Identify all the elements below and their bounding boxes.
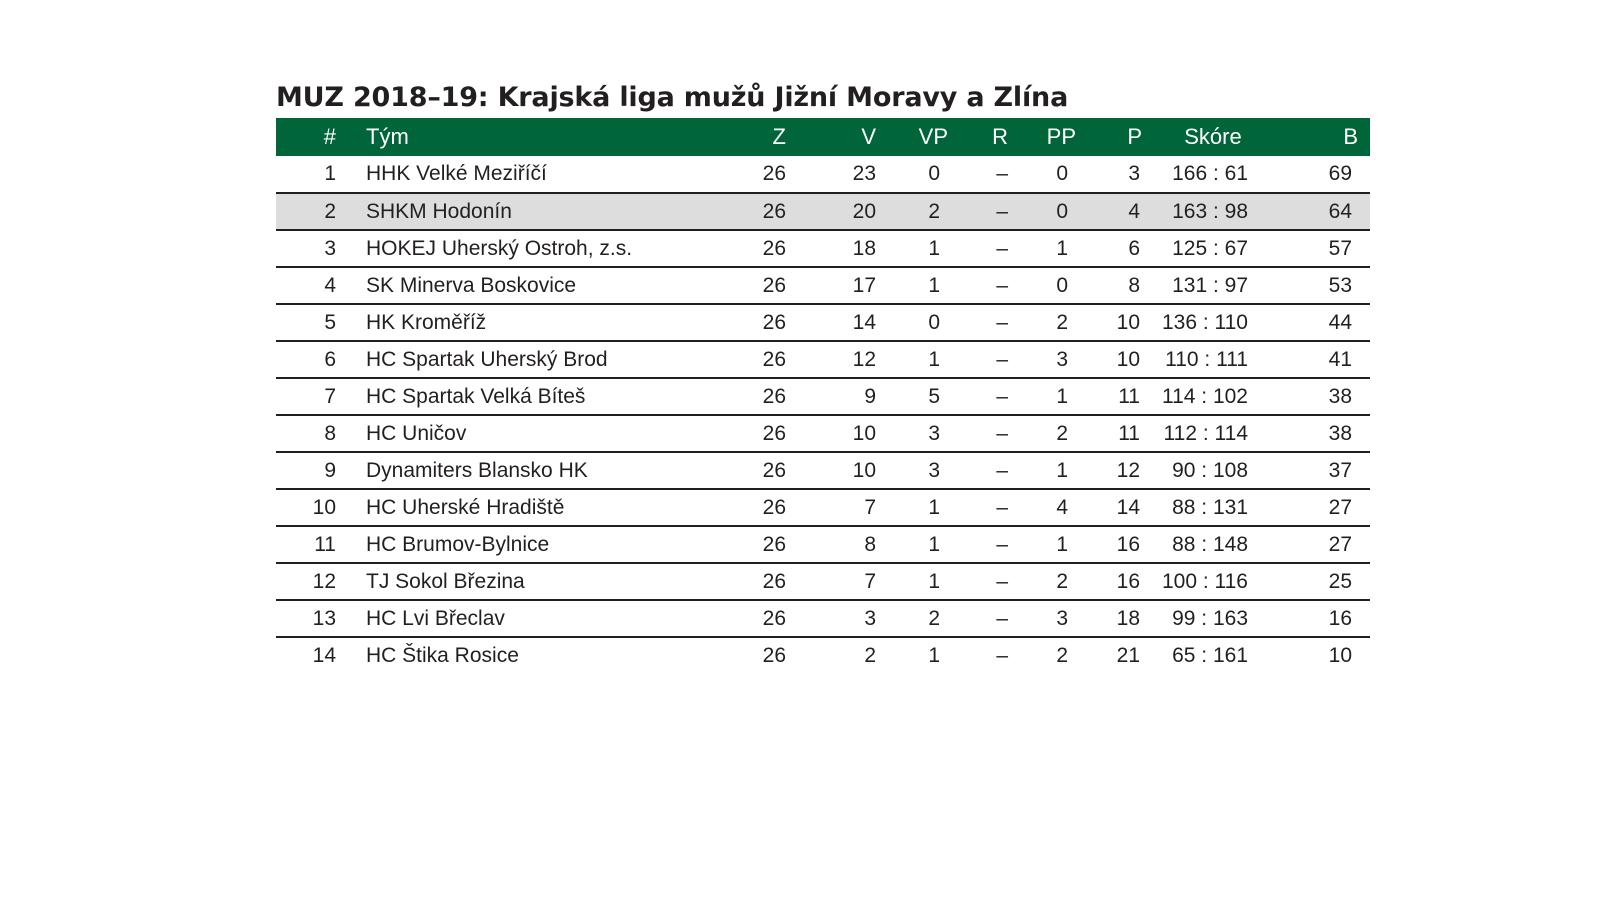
cell-draws: –	[996, 569, 1008, 593]
cell-draws: –	[996, 273, 1008, 297]
cell-draws: –	[996, 199, 1008, 223]
cell-overtime-wins: 1	[928, 236, 940, 260]
cell-games: 26	[762, 606, 786, 630]
cell-overtime-losses: 1	[1056, 236, 1068, 260]
cell-score: 112 : 114	[1163, 421, 1248, 445]
header-games: Z	[772, 124, 786, 149]
cell-rank: 9	[324, 458, 336, 482]
cell-rank: 13	[312, 606, 336, 630]
cell-score: 100 : 116	[1161, 569, 1248, 593]
cell-points: 27	[1328, 495, 1352, 519]
cell-losses: 11	[1118, 384, 1140, 408]
cell-team: TJ Sokol Březina	[366, 569, 525, 593]
cell-rank: 6	[324, 347, 336, 371]
cell-points: 38	[1328, 421, 1352, 445]
cell-rank: 5	[324, 310, 336, 334]
cell-score: 88 : 131	[1172, 495, 1248, 519]
cell-wins: 18	[852, 236, 876, 260]
cell-rank: 14	[312, 644, 336, 667]
cell-games: 26	[762, 458, 786, 482]
table-row	[276, 526, 1370, 563]
cell-wins: 8	[864, 532, 876, 556]
cell-team: SHKM Hodonín	[366, 199, 512, 223]
cell-overtime-wins: 1	[928, 347, 940, 371]
cell-overtime-wins: 5	[928, 384, 940, 408]
header-draws: R	[992, 124, 1008, 149]
header-score: Skóre	[1184, 124, 1242, 149]
header-team: Tým	[366, 124, 409, 149]
table-row	[276, 563, 1370, 600]
cell-losses: 10	[1116, 347, 1140, 371]
cell-overtime-losses: 0	[1056, 162, 1068, 185]
table-row	[276, 193, 1370, 230]
cell-draws: –	[996, 532, 1008, 556]
cell-overtime-losses: 1	[1056, 532, 1068, 556]
cell-points: 44	[1328, 310, 1352, 334]
cell-games: 26	[762, 162, 786, 185]
table-row	[276, 452, 1370, 489]
cell-team: Dynamiters Blansko HK	[366, 458, 588, 482]
cell-losses: 6	[1128, 236, 1140, 260]
table-body	[276, 156, 1370, 674]
cell-score: 114 : 102	[1161, 384, 1248, 408]
cell-overtime-losses: 1	[1056, 458, 1068, 482]
cell-overtime-wins: 0	[928, 162, 940, 185]
header-overtime-losses: PP	[1046, 124, 1076, 149]
cell-draws: –	[996, 384, 1008, 408]
cell-points: 57	[1328, 236, 1352, 260]
cell-losses: 12	[1116, 458, 1140, 482]
cell-draws: –	[996, 310, 1008, 334]
cell-draws: –	[996, 606, 1008, 630]
cell-overtime-wins: 1	[928, 532, 940, 556]
table-header	[276, 118, 1370, 156]
header-points: B	[1343, 124, 1358, 149]
header-overtime-wins: VP	[918, 124, 948, 149]
page-title: MUZ 2018–19: Krajská liga mužů Jižní Moravy a Zlína	[276, 82, 1069, 113]
cell-score: 125 : 67	[1172, 236, 1248, 260]
cell-points: 41	[1328, 347, 1352, 371]
table-row	[276, 378, 1370, 415]
cell-draws: –	[996, 458, 1008, 482]
cell-games: 26	[762, 569, 786, 593]
cell-wins: 7	[864, 495, 876, 519]
cell-games: 26	[762, 421, 786, 445]
cell-losses: 18	[1116, 606, 1140, 630]
table-row	[276, 304, 1370, 341]
cell-rank: 8	[324, 421, 336, 445]
cell-overtime-wins: 1	[928, 569, 940, 593]
cell-score: 110 : 111	[1165, 347, 1248, 371]
header-wins: V	[861, 124, 876, 149]
cell-rank: 3	[324, 236, 336, 260]
cell-overtime-wins: 3	[928, 421, 940, 445]
cell-losses: 8	[1128, 273, 1140, 297]
cell-wins: 23	[852, 162, 876, 185]
cell-rank: 11	[314, 532, 336, 556]
cell-team: HK Kroměříž	[366, 310, 487, 334]
cell-team: HC Spartak Uherský Brod	[366, 347, 608, 371]
cell-losses: 21	[1116, 644, 1140, 667]
cell-games: 26	[762, 495, 786, 519]
cell-overtime-wins: 1	[928, 273, 940, 297]
cell-overtime-losses: 4	[1056, 495, 1068, 519]
cell-games: 26	[762, 236, 786, 260]
cell-points: 16	[1328, 606, 1352, 630]
table-row	[276, 600, 1370, 637]
cell-overtime-losses: 1	[1056, 384, 1068, 408]
cell-overtime-losses: 0	[1056, 273, 1068, 297]
cell-points: 69	[1328, 162, 1352, 185]
cell-draws: –	[996, 236, 1008, 260]
cell-overtime-wins: 1	[928, 644, 940, 667]
cell-wins: 10	[852, 458, 876, 482]
cell-draws: –	[996, 644, 1008, 667]
cell-overtime-losses: 3	[1056, 347, 1068, 371]
cell-games: 26	[762, 384, 786, 408]
table-row	[276, 156, 1370, 193]
cell-losses: 3	[1128, 162, 1140, 185]
cell-overtime-losses: 0	[1056, 199, 1068, 223]
cell-overtime-wins: 2	[928, 199, 940, 223]
cell-losses: 16	[1116, 569, 1140, 593]
cell-points: 27	[1328, 532, 1352, 556]
cell-team: HC Spartak Velká Bíteš	[366, 384, 586, 408]
cell-games: 26	[762, 644, 786, 667]
cell-rank: 10	[312, 495, 336, 519]
cell-points: 10	[1328, 644, 1352, 667]
cell-points: 53	[1328, 273, 1352, 297]
cell-overtime-losses: 3	[1056, 606, 1068, 630]
cell-wins: 10	[852, 421, 876, 445]
cell-score: 166 : 61	[1172, 162, 1248, 185]
cell-draws: –	[996, 495, 1008, 519]
cell-score: 90 : 108	[1172, 458, 1248, 482]
cell-overtime-losses: 2	[1056, 569, 1068, 593]
cell-score: 131 : 97	[1172, 273, 1248, 297]
cell-wins: 9	[864, 384, 876, 408]
cell-points: 64	[1328, 199, 1352, 223]
cell-team: HC Uničov	[366, 421, 467, 445]
cell-games: 26	[762, 199, 786, 223]
table-row	[276, 230, 1370, 267]
cell-score: 65 : 161	[1172, 644, 1248, 667]
cell-points: 25	[1328, 569, 1352, 593]
header-row	[276, 118, 1370, 156]
cell-wins: 3	[864, 606, 876, 630]
cell-wins: 12	[852, 347, 876, 371]
cell-wins: 7	[864, 569, 876, 593]
cell-score: 99 : 163	[1172, 606, 1248, 630]
standings-container	[276, 78, 1358, 674]
cell-losses: 10	[1116, 310, 1140, 334]
cell-losses: 16	[1116, 532, 1140, 556]
cell-rank: 12	[312, 569, 336, 593]
table-row	[276, 489, 1370, 526]
cell-team: HC Brumov-Bylnice	[366, 532, 550, 556]
cell-rank: 4	[324, 273, 336, 297]
cell-games: 26	[762, 347, 786, 371]
cell-team: HOKEJ Uherský Ostroh, z.s.	[366, 236, 633, 260]
cell-team: HHK Velké Meziříčí	[366, 162, 547, 185]
cell-overtime-losses: 2	[1056, 644, 1068, 667]
cell-overtime-wins: 2	[928, 606, 940, 630]
cell-losses: 11	[1118, 421, 1140, 445]
table-row	[276, 415, 1370, 452]
cell-wins: 14	[852, 310, 876, 334]
cell-rank: 2	[324, 199, 336, 223]
cell-draws: –	[996, 421, 1008, 445]
cell-score: 136 : 110	[1161, 310, 1248, 334]
cell-team: SK Minerva Boskovice	[366, 273, 577, 297]
cell-score: 163 : 98	[1172, 199, 1248, 223]
cell-score: 88 : 148	[1172, 532, 1248, 556]
cell-overtime-losses: 2	[1056, 310, 1068, 334]
cell-wins: 20	[852, 199, 876, 223]
cell-overtime-wins: 0	[928, 310, 940, 334]
cell-losses: 14	[1116, 495, 1140, 519]
cell-points: 37	[1328, 458, 1352, 482]
cell-points: 38	[1328, 384, 1352, 408]
cell-rank: 7	[324, 384, 336, 408]
cell-games: 26	[762, 273, 786, 297]
cell-games: 26	[762, 532, 786, 556]
header-losses: P	[1127, 124, 1142, 149]
cell-wins: 2	[864, 644, 876, 667]
standings-table	[276, 118, 1370, 674]
header-rank: #	[323, 124, 336, 149]
cell-games: 26	[762, 310, 786, 334]
cell-team: HC Lvi Břeclav	[366, 606, 505, 630]
cell-overtime-losses: 2	[1056, 421, 1068, 445]
cell-team: HC Uherské Hradiště	[366, 495, 565, 519]
cell-wins: 17	[852, 273, 876, 297]
cell-losses: 4	[1128, 199, 1140, 223]
table-row	[276, 267, 1370, 304]
cell-draws: –	[996, 347, 1008, 371]
table-row	[276, 341, 1370, 378]
cell-overtime-wins: 1	[928, 495, 940, 519]
cell-team: HC Štika Rosice	[366, 644, 519, 667]
cell-overtime-wins: 3	[928, 458, 940, 482]
cell-draws: –	[996, 162, 1008, 185]
cell-rank: 1	[324, 162, 336, 185]
table-row	[276, 637, 1370, 674]
